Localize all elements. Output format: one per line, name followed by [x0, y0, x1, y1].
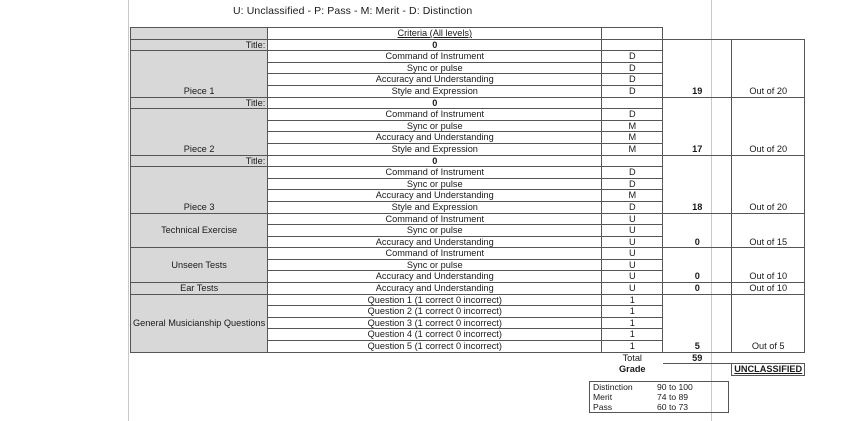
criterion-grade: D: [602, 178, 663, 190]
section-out-of: Out of 20: [732, 155, 805, 213]
criterion-grade: 1: [602, 329, 663, 341]
section-score: 5: [663, 294, 732, 352]
title-grade-cell: [602, 97, 663, 109]
grade-boundaries-table: [589, 381, 729, 413]
title-grade-cell: [602, 39, 663, 51]
criterion-grade: 1: [602, 294, 663, 306]
total-row: [131, 352, 805, 364]
criterion-grade: U: [602, 283, 663, 295]
total-blank: [268, 352, 602, 364]
total-blank: [131, 352, 268, 364]
criterion-name: Style and Expression: [268, 201, 602, 213]
title-row: [131, 39, 805, 51]
criterion-name: Command of Instrument: [268, 109, 602, 121]
section-score: 0: [663, 248, 732, 283]
grade-label: Grade: [618, 364, 646, 375]
section-score: 0: [663, 283, 732, 295]
boundary-grade: Pass: [593, 402, 613, 412]
criterion-name: Sync or pulse: [268, 62, 602, 74]
criterion-row: [131, 248, 805, 260]
criterion-name: Accuracy and Understanding: [268, 236, 602, 248]
section-score: 0: [663, 213, 732, 248]
criterion-grade: U: [602, 259, 663, 271]
boundary-grade: Merit: [593, 392, 613, 402]
grade-boundary-row: [590, 392, 729, 402]
title-grade-cell: [602, 155, 663, 167]
title-label: Title:: [131, 97, 268, 109]
criterion-name: Sync or pulse: [268, 259, 602, 271]
grade-row: [131, 364, 805, 376]
marking-sheet: [130, 27, 805, 376]
section-score: 18: [663, 155, 732, 213]
criterion-name: Sync or pulse: [268, 178, 602, 190]
criterion-grade: U: [602, 248, 663, 260]
header-grade-cell: [602, 28, 663, 40]
section-score: 19: [663, 39, 732, 97]
criterion-grade: U: [602, 213, 663, 225]
criterion-grade: D: [602, 51, 663, 63]
criterion-name: Question 1 (1 correct 0 incorrect): [268, 294, 602, 306]
criterion-row: [131, 294, 805, 306]
criterion-name: Style and Expression: [268, 85, 602, 97]
criterion-grade: D: [602, 201, 663, 213]
criterion-grade: D: [602, 62, 663, 74]
criterion-name: Question 4 (1 correct 0 incorrect): [268, 329, 602, 341]
title-row: [131, 155, 805, 167]
total-value: 59: [663, 352, 732, 364]
criterion-grade: 1: [602, 317, 663, 329]
criterion-grade: U: [602, 225, 663, 237]
criteria-header-row: [131, 28, 805, 40]
criterion-name: Accuracy and Understanding: [268, 132, 602, 144]
boundary-range: 90 to 100: [657, 382, 693, 392]
section-out-of: Out of 20: [732, 39, 805, 97]
criterion-grade: 1: [602, 306, 663, 318]
criterion-name: Command of Instrument: [268, 51, 602, 63]
criterion-name: Style and Expression: [268, 143, 602, 155]
section-label: Unseen Tests: [131, 248, 268, 283]
section-out-of: Out of 10: [732, 283, 805, 295]
criterion-name: Question 2 (1 correct 0 incorrect): [268, 306, 602, 318]
criterion-name: Sync or pulse: [268, 120, 602, 132]
criterion-grade: D: [602, 109, 663, 121]
section-label: Ear Tests: [131, 283, 268, 295]
criterion-name: Command of Instrument: [268, 167, 602, 179]
criterion-name: Accuracy and Understanding: [268, 190, 602, 202]
title-label: Title:: [131, 155, 268, 167]
grade-blank: [663, 364, 732, 376]
grade-boundary-row: [590, 382, 729, 393]
section-label: Piece 1: [131, 51, 268, 97]
criterion-grade: U: [602, 271, 663, 283]
grade-blank: [268, 364, 602, 376]
section-label: Technical Exercise: [131, 213, 268, 248]
section-label: Piece 3: [131, 167, 268, 213]
criterion-name: Question 3 (1 correct 0 incorrect): [268, 317, 602, 329]
grade-legend: U: Unclassified - P: Pass - M: Merit - D: Distinction: [233, 5, 473, 17]
criterion-name: Question 5 (1 correct 0 incorrect): [268, 341, 602, 353]
header-empty: [732, 28, 805, 40]
total-blank: [732, 352, 805, 364]
criterion-name: Command of Instrument: [268, 213, 602, 225]
boundary-grade: Distinction: [593, 382, 633, 392]
criterion-grade: D: [602, 85, 663, 97]
title-value: 0: [268, 155, 602, 167]
criterion-grade: D: [602, 74, 663, 86]
criterion-grade: U: [602, 236, 663, 248]
criterion-name: Accuracy and Understanding: [268, 271, 602, 283]
section-out-of: Out of 5: [732, 294, 805, 352]
criterion-row: [131, 213, 805, 225]
section-label: Piece 2: [131, 109, 268, 155]
criterion-name: Sync or pulse: [268, 225, 602, 237]
section-out-of: Out of 10: [732, 248, 805, 283]
title-value: 0: [268, 39, 602, 51]
title-value: 0: [268, 97, 602, 109]
grade-blank: [131, 364, 268, 376]
section-score: 17: [663, 97, 732, 155]
header-blank-cell: [131, 28, 268, 40]
section-out-of: Out of 20: [732, 97, 805, 155]
section-label: General Musicianship Questions: [131, 294, 268, 352]
boundary-range: 60 to 73: [657, 402, 689, 412]
criterion-name: Accuracy and Understanding: [268, 283, 602, 295]
criteria-header: Criteria (All levels): [268, 28, 602, 40]
criterion-row: [131, 283, 805, 295]
total-label: Total: [622, 352, 642, 363]
criterion-name: Command of Instrument: [268, 248, 602, 260]
criterion-name: Accuracy and Understanding: [268, 74, 602, 86]
criterion-grade: M: [602, 190, 663, 202]
grade-value: UNCLASSIFIED: [732, 364, 805, 376]
header-empty: [663, 28, 732, 40]
criterion-grade: M: [602, 132, 663, 144]
boundary-range: 74 to 89: [657, 392, 689, 402]
section-out-of: Out of 15: [732, 213, 805, 248]
criterion-grade: M: [602, 120, 663, 132]
grade-boundary-row: [590, 402, 729, 413]
criterion-grade: D: [602, 167, 663, 179]
title-row: [131, 97, 805, 109]
criterion-grade: M: [602, 143, 663, 155]
criterion-grade: 1: [602, 341, 663, 353]
title-label: Title:: [131, 39, 268, 51]
